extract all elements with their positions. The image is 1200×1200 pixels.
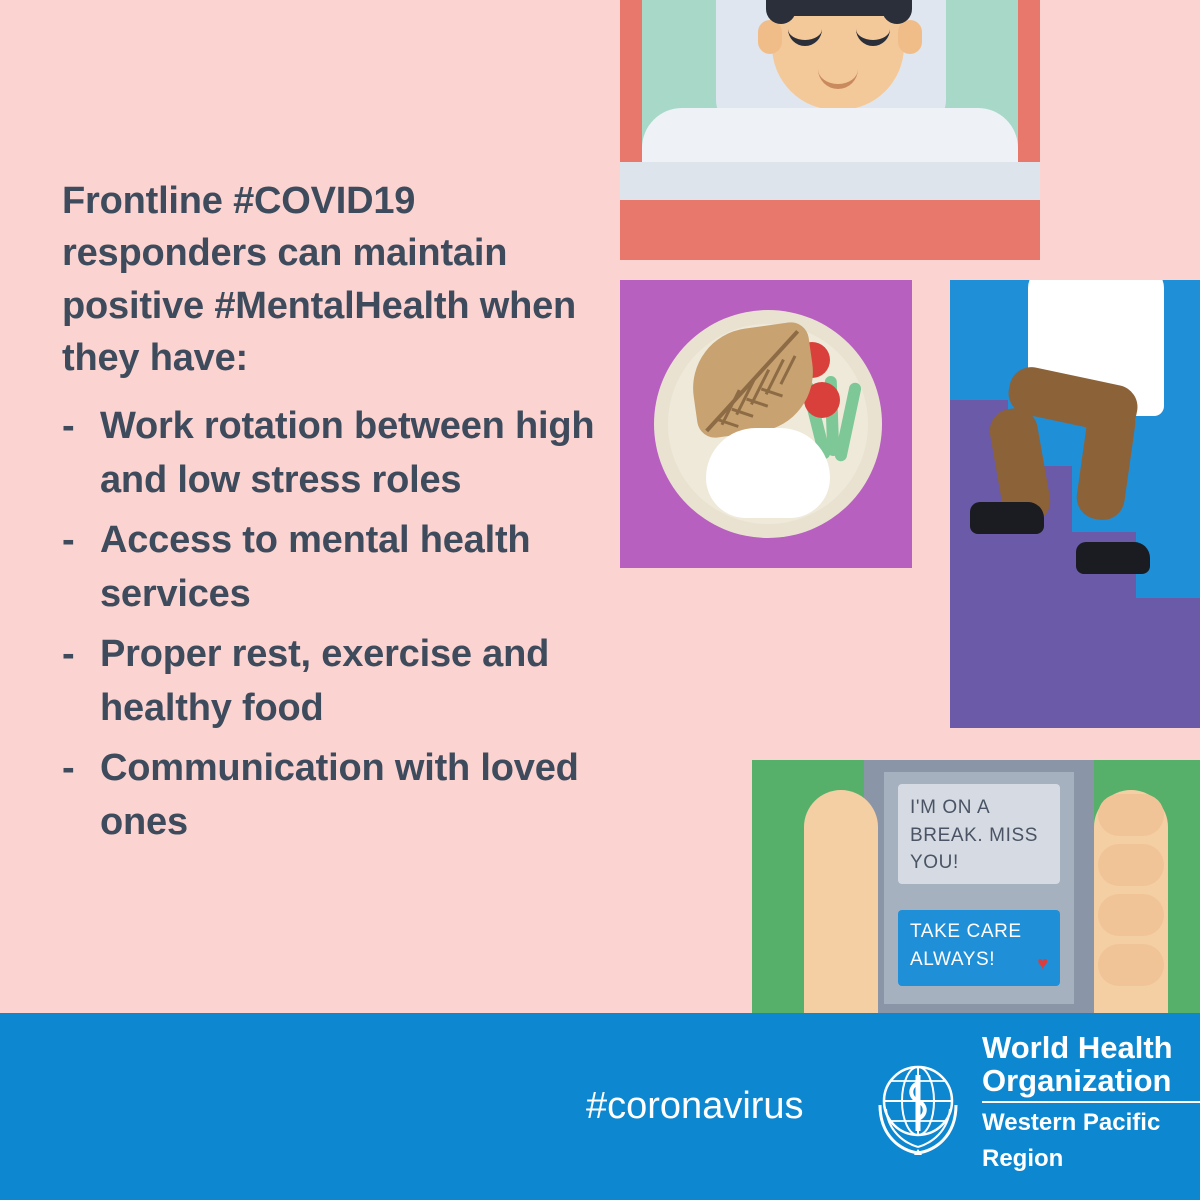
shoe-shape [970,502,1044,534]
phone-communication-illustration [752,760,1200,1013]
who-region-line: Western Pacific Region [982,1101,1200,1177]
sleeping-person-illustration [620,0,1040,260]
bullet-marker: - [62,518,75,561]
shoe-shape [1076,542,1150,574]
bullet-marker: - [62,746,75,789]
who-emblem-icon [866,1053,970,1157]
bullet-marker: - [62,632,75,675]
fish-shape [685,320,820,440]
list-item [62,742,622,850]
healthy-food-illustration [620,280,912,568]
stair-step [950,598,1200,728]
bullet-marker: - [62,405,75,447]
who-logo [866,1032,1200,1177]
bed-sheet-shape [620,162,1040,200]
list-item [62,400,622,508]
list-item [62,628,622,736]
who-logo-text [982,1032,1200,1177]
incoming-message-text: I'M ON A BREAK. MISS YOU! [910,797,1039,874]
finger-shape [1098,894,1164,936]
heart-icon: ♥ [1037,953,1048,973]
hand-left-shape [804,790,878,1013]
finger-shape [1098,844,1164,886]
ear-right-shape [898,20,922,54]
hashtag-label: #coronavirus [586,1085,804,1127]
exercise-stairs-illustration [950,280,1200,728]
rice-shape [706,428,830,518]
ear-left-shape [758,20,782,54]
finger-shape [1098,794,1164,836]
bullet-list [62,400,622,856]
bullet-text: Communication with loved ones [100,746,579,843]
page-title: Frontline #COVID19 responders can maintain positive #MentalHealth when they have: [62,180,577,380]
bullet-text: Proper rest, exercise and healthy food [100,632,550,729]
list-item [62,514,622,622]
incoming-message-bubble [898,784,1060,884]
outgoing-message-bubble [898,910,1060,986]
who-name-line1: World Health [982,1030,1173,1065]
finger-shape [1098,944,1164,986]
who-name-line2: Organization [982,1062,1172,1098]
bullet-text: Access to mental health services [100,518,531,615]
bullet-text: Work rotation between high and low stress roles [100,405,595,501]
fish-detail-icon [685,320,820,440]
outgoing-message-text: TAKE CARE ALWAYS! [910,921,1022,970]
